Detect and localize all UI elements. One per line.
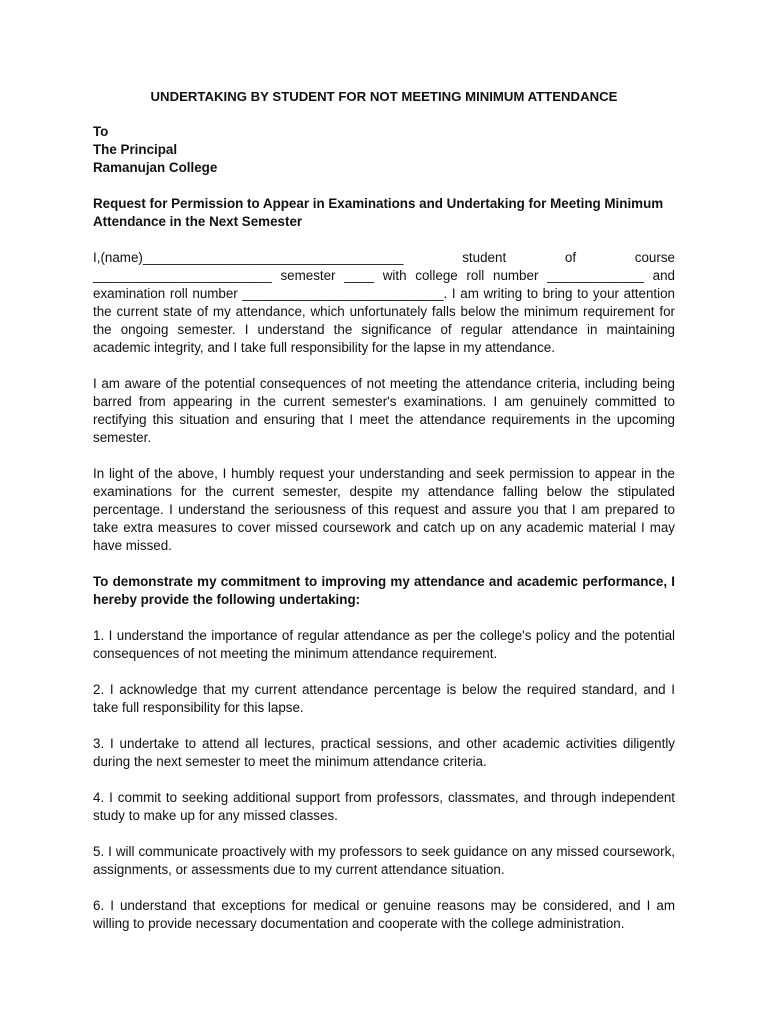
address-college: Ramanujan College <box>93 160 218 175</box>
undertaking-item-2: 2. I acknowledge that my current attendance percentage is below the required standard, and I take full responsibility for this lapse. <box>93 682 675 715</box>
address-recipient: The Principal <box>93 142 178 157</box>
undertaking-item-1: 1. I understand the importance of regular attendance as per the college's policy and the potential consequences of not meeting the minimum attendance requirement. <box>93 628 675 661</box>
undertaking-intro: To demonstrate my commitment to improving my attendance and academic performance, I hereby provide the following undertaking: <box>93 574 675 607</box>
paragraph-request: In light of the above, I humbly request your understanding and seek permission to appear in the examinations for the current semester, despite my attendance falling below the stipulated percentage. I understand the seriousness of this request and assure you that I am prepared to take extra measures to cover missed coursework and catch up on any academic material I may have missed. <box>93 466 675 553</box>
undertaking-item-3: 3. I undertake to attend all lectures, practical sessions, and other academic activities diligently during the next semester to meet the minimum attendance criteria. <box>93 736 675 769</box>
address-block <box>93 123 675 177</box>
paragraph-consequences: I am aware of the potential consequences of not meeting the attendance criteria, including being barred from appearing in the current semester's examinations. I am genuinely committed to rectifying this situation and ensuring that I meet the attendance requirements in the upcoming semester. <box>93 376 675 445</box>
document-title: UNDERTAKING BY STUDENT FOR NOT MEETING MINIMUM ATTENDANCE <box>150 89 618 104</box>
subject-line: Request for Permission to Appear in Examinations and Undertaking for Meeting Minimum Attendance in the Next Semester <box>93 196 664 229</box>
undertaking-item-5: 5. I will communicate proactively with my professors to seek guidance on any missed coursework, assignments, or assessments due to my current attendance situation. <box>93 844 675 877</box>
undertaking-item-6: 6. I understand that exceptions for medical or genuine reasons may be considered, and I am willing to provide necessary documentation and cooperate with the college administration. <box>93 898 675 931</box>
address-to: To <box>93 124 109 139</box>
paragraph-student-details: I,(name)___________________________________ student of course ________________________ semester ____ with college roll number _____________ and examination roll number ___________________________. I am writing to bring to your attention the current state of my attendance, which unfortunately falls below the minimum requirement for the ongoing semester. I understand the significance of regular attendance in maintaining academic integrity, and I take full responsibility for the lapse in my attendance. <box>93 250 675 355</box>
undertaking-item-4: 4. I commit to seeking additional support from professors, classmates, and through independent study to make up for any missed classes. <box>93 790 675 823</box>
